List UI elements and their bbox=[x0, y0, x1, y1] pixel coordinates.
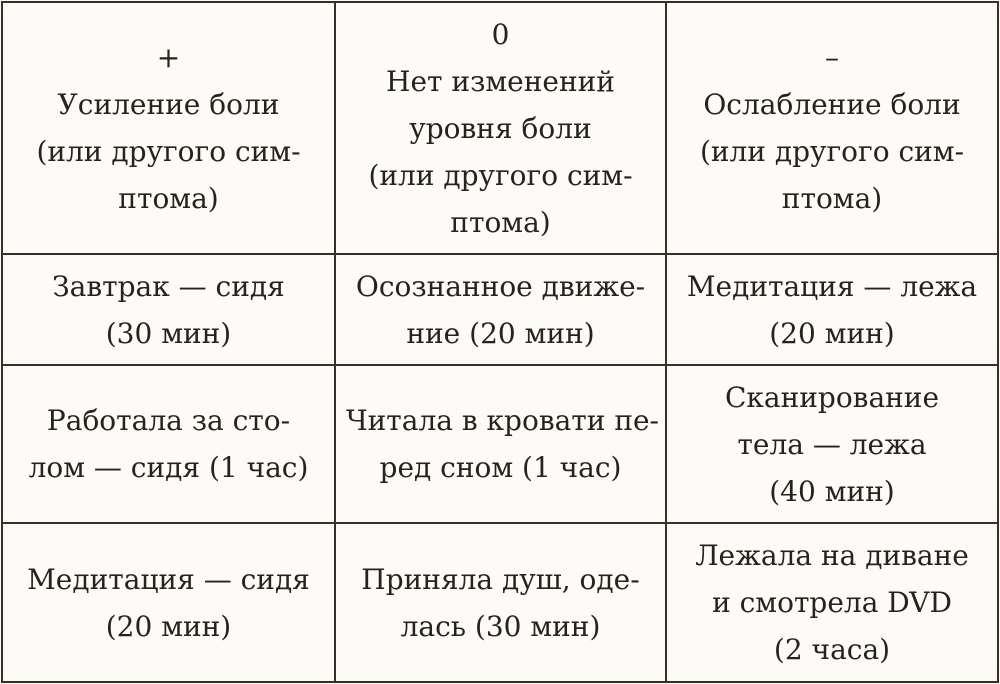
cell-text-line: (20 мин) bbox=[769, 316, 895, 350]
header-cell-no-change bbox=[335, 2, 666, 254]
cell-text-line: Медитация — сидя bbox=[27, 562, 310, 596]
header-text-line: (или другого сим- bbox=[36, 135, 301, 168]
header-text-line: птома) bbox=[781, 182, 883, 215]
table-cell bbox=[666, 523, 998, 682]
table-cell bbox=[335, 254, 666, 365]
cell-text-line: Работала за сто- bbox=[46, 404, 291, 437]
cell-text-line: тела — лежа bbox=[737, 427, 927, 461]
table-cell bbox=[2, 523, 335, 682]
cell-text-line: и смотрела DVD bbox=[712, 586, 952, 619]
header-cell-increase bbox=[2, 2, 335, 254]
table-cell bbox=[2, 365, 335, 523]
cell-text-line: Читала в кровати пе- bbox=[346, 404, 660, 437]
header-cell-decrease bbox=[666, 2, 998, 254]
table-row bbox=[2, 523, 998, 682]
header-text-line: (или другого сим- bbox=[368, 158, 633, 192]
table-cell bbox=[2, 254, 335, 365]
cell-text-line: ред сном (1 час) bbox=[379, 451, 622, 484]
table-row bbox=[2, 254, 998, 365]
header-symbol-zero: 0 bbox=[491, 17, 510, 51]
cell-text-line: Медитация — лежа bbox=[686, 269, 978, 303]
table-row bbox=[2, 365, 998, 523]
cell-text-line: Завтрак — сидя bbox=[52, 269, 285, 303]
table-cell bbox=[666, 365, 998, 523]
cell-text-line: ние (20 мин) bbox=[406, 316, 595, 350]
cell-text-line: Сканирование bbox=[724, 380, 940, 414]
header-text-line: уровня боли bbox=[409, 111, 592, 145]
table-cell bbox=[335, 365, 666, 523]
cell-text-line: Лежала на диване bbox=[695, 539, 969, 572]
header-text-line: птома) bbox=[450, 205, 551, 239]
header-symbol-minus: – bbox=[825, 41, 839, 74]
cell-text-line: (2 часа) bbox=[773, 633, 891, 666]
header-text-line: (или другого сим- bbox=[699, 135, 965, 168]
header-text-line: Нет изменений bbox=[386, 64, 615, 98]
cell-text-line: Приняла душ, оде- bbox=[361, 562, 640, 596]
cell-text-line: (40 мин) bbox=[769, 474, 895, 508]
header-text-line: Ослабление боли bbox=[703, 88, 961, 121]
header-symbol-plus: + bbox=[156, 41, 181, 74]
header-text-line: птома) bbox=[118, 182, 219, 215]
activity-pain-table bbox=[1, 1, 999, 683]
cell-text-line: (20 мин) bbox=[105, 609, 232, 643]
table-cell bbox=[666, 254, 998, 365]
cell-text-line: лась (30 мин) bbox=[400, 609, 601, 643]
cell-text-line: лом — сидя (1 час) bbox=[28, 451, 309, 484]
cell-text-line: Осознанное движе- bbox=[355, 269, 646, 303]
cell-text-line: (30 мин) bbox=[105, 316, 232, 350]
table-cell bbox=[335, 523, 666, 682]
header-row bbox=[2, 2, 998, 254]
header-text-line: Усиление боли bbox=[57, 88, 280, 121]
